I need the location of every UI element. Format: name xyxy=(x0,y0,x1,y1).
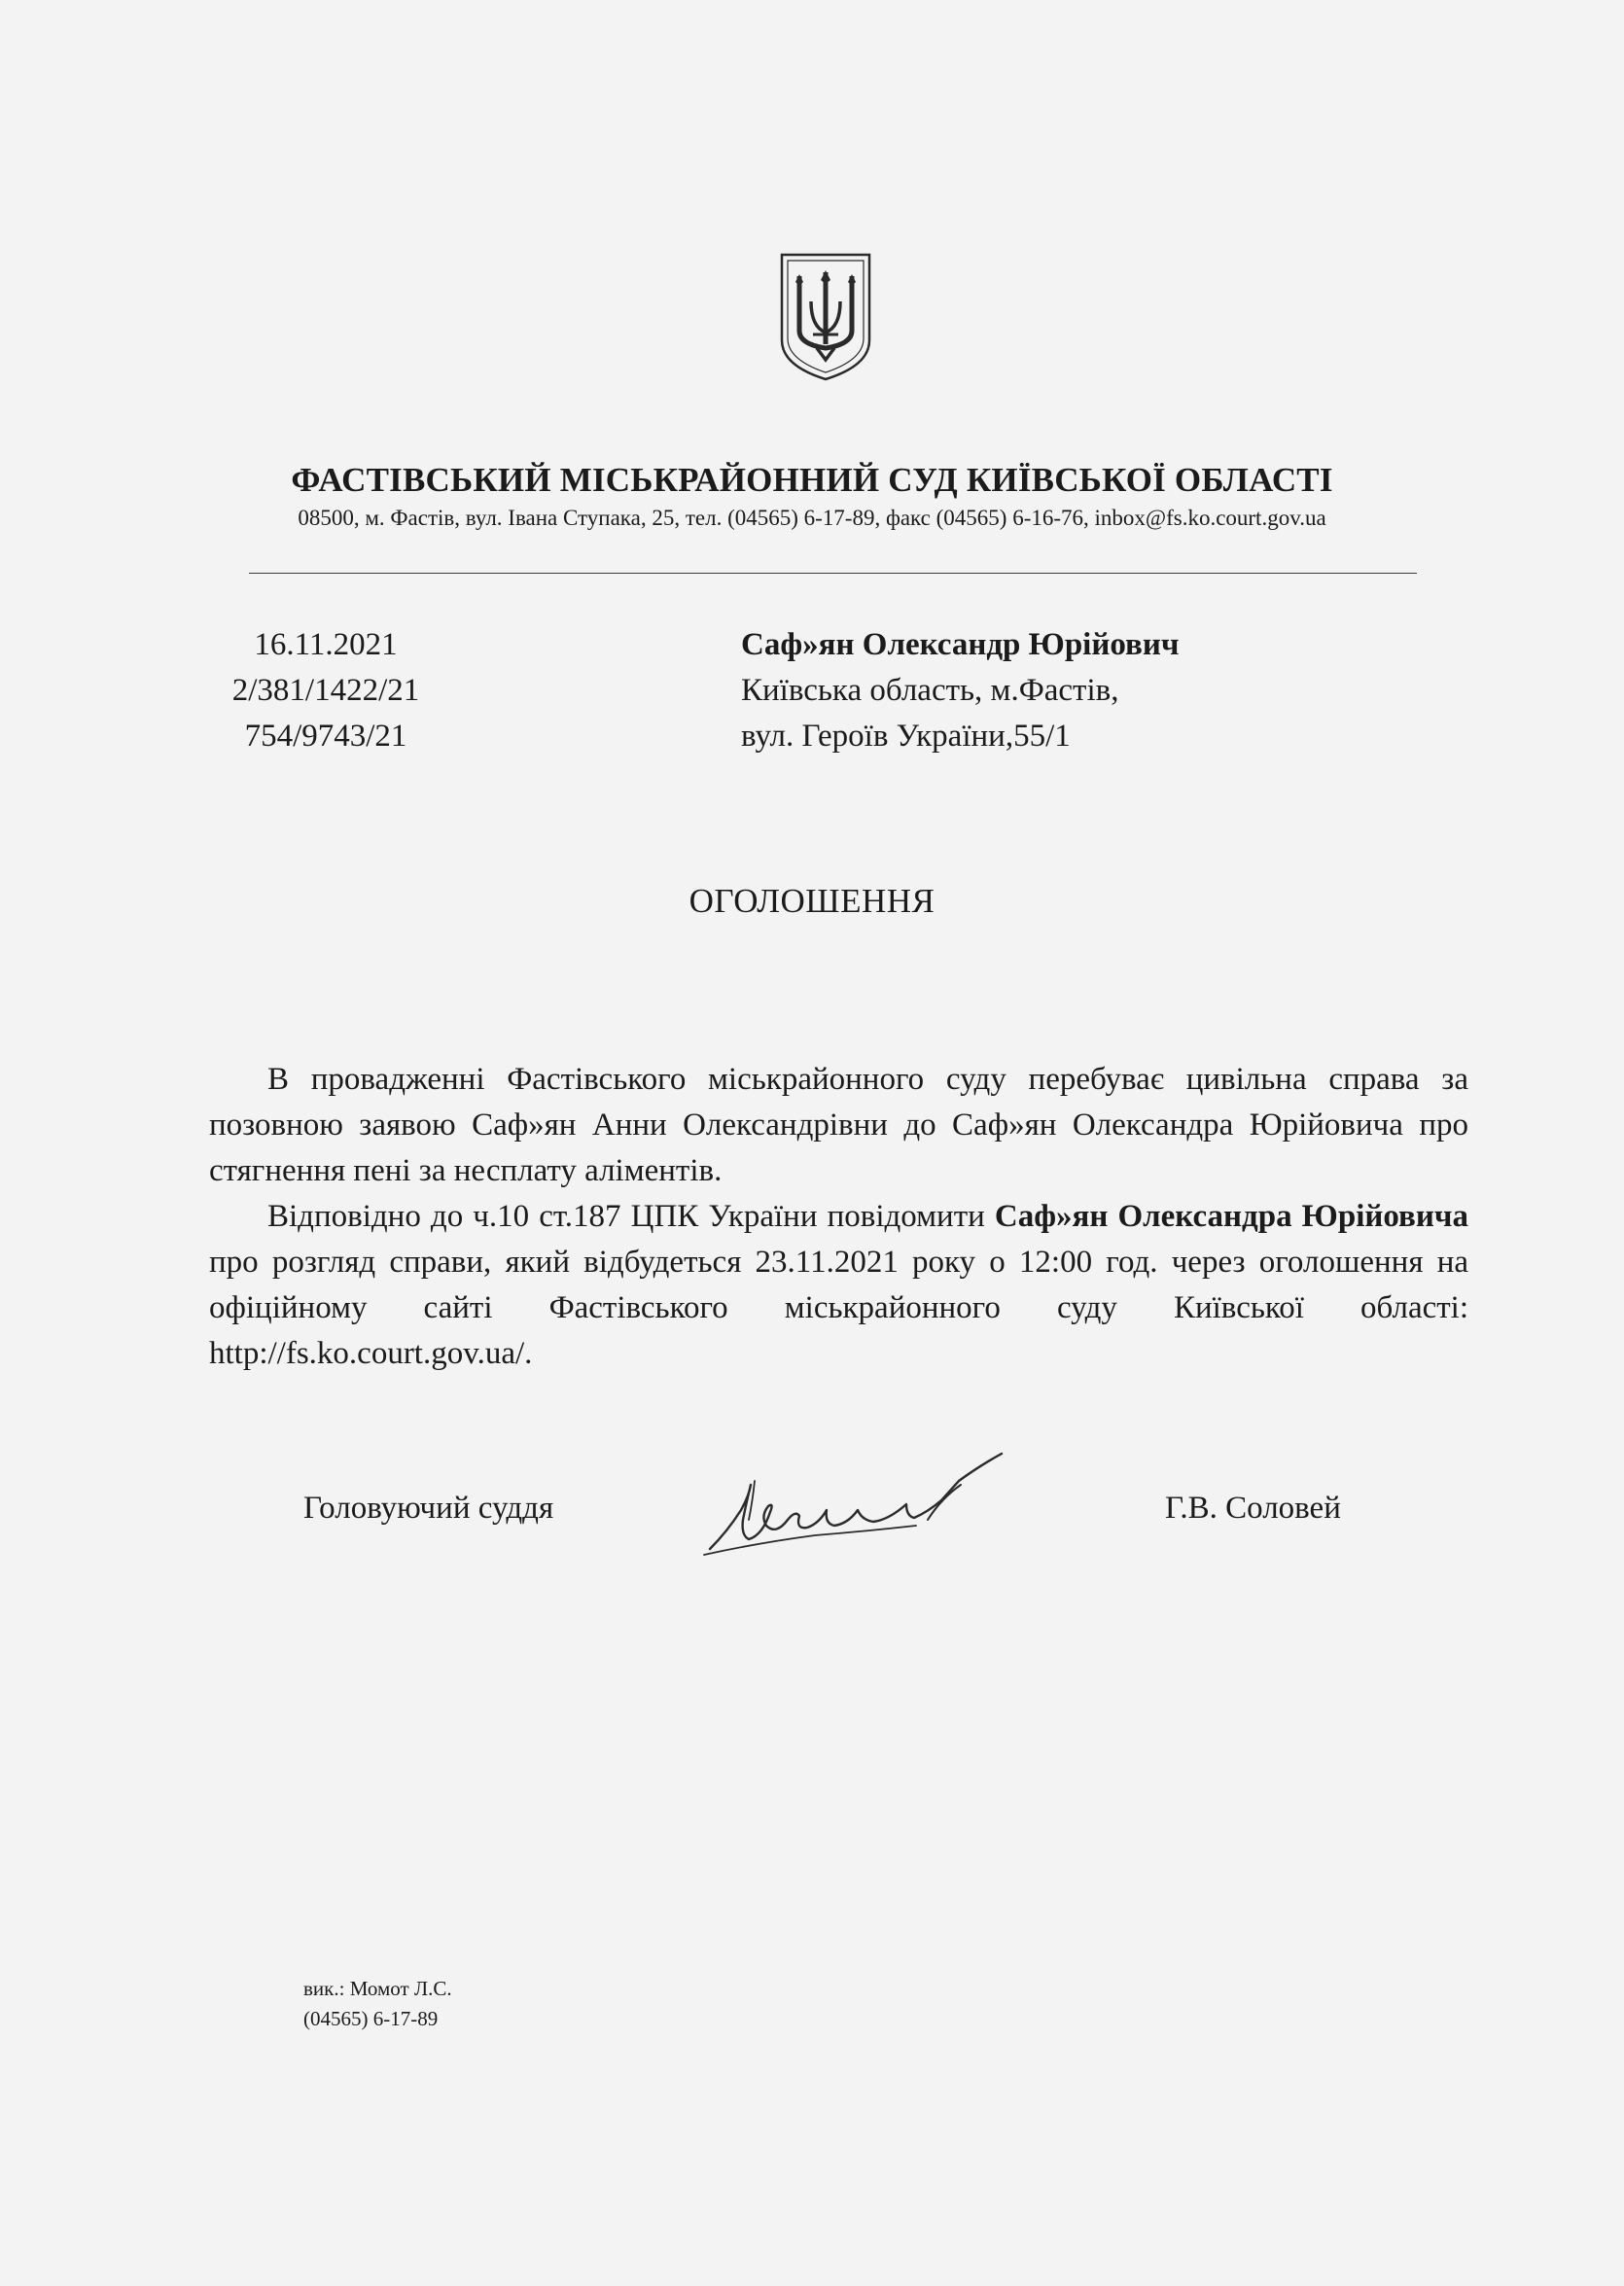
document-references xyxy=(190,622,462,759)
paragraph-2-text-start: Відповідно до ч.10 ст.187 ЦПК України повідомити xyxy=(267,1199,995,1234)
addressee-name: Саф»ян Олександр Юрійович xyxy=(741,627,1180,662)
addressee-block xyxy=(741,622,1422,759)
case-number: 754/9743/21 xyxy=(244,719,407,754)
document-title: ОГОЛОШЕННЯ xyxy=(688,882,936,920)
defendant-name-bold: Саф»ян Олександра Юрійовича xyxy=(994,1199,1468,1234)
executor-block xyxy=(303,1974,452,2034)
signer-role: Головуючий суддя xyxy=(303,1491,554,1526)
court-name: ФАСТІВСЬКИЙ МІСЬКРАЙОННИЙ СУД КИЇВСЬКОЇ ОБЛАСТІ xyxy=(291,461,1333,499)
body-paragraph-1: В провадженні Фастівського міськрайонного суду перебуває цивільна справа за позовною заявою Саф»ян Анни Олександрівни до Саф»ян Олександра Юрійовича про стягнення пені за несплату аліментів. xyxy=(209,1062,1468,1188)
document-body xyxy=(209,1057,1468,1377)
signature-row xyxy=(0,1483,1624,1561)
outgoing-number: 2/381/1422/21 xyxy=(231,673,420,708)
court-contacts: 08500, м. Фастів, вул. Івана Ступака, 25, тел. (04565) 6-17-89, факс (04565) 6-16-76, inbox@fs.ko.court.gov.ua xyxy=(298,506,1326,530)
executor-phone: (04565) 6-17-89 xyxy=(303,2007,439,2030)
header-divider xyxy=(249,573,1417,574)
executor-name: вик.: Момот Л.С. xyxy=(303,1977,452,2000)
document-date: 16.11.2021 xyxy=(254,627,398,662)
body-paragraph-2 xyxy=(209,1194,1468,1377)
trident-coat-of-arms-icon xyxy=(778,251,873,383)
addressee-address-line1: Київська область, м.Фастів, xyxy=(741,673,1119,708)
signer-name: Г.В. Соловей xyxy=(1165,1491,1341,1526)
addressee-address-line2: вул. Героїв України,55/1 xyxy=(741,719,1071,754)
paragraph-2-text-end: про розгляд справи, який відбудеться 23.11.2021 року о 12:00 год. через оголошення на офіційному сайті Фастівського міськрайонного суду Київської області: http://fs.ko.court.gov.ua/. xyxy=(209,1245,1468,1371)
handwritten-signature-icon xyxy=(698,1442,1029,1578)
